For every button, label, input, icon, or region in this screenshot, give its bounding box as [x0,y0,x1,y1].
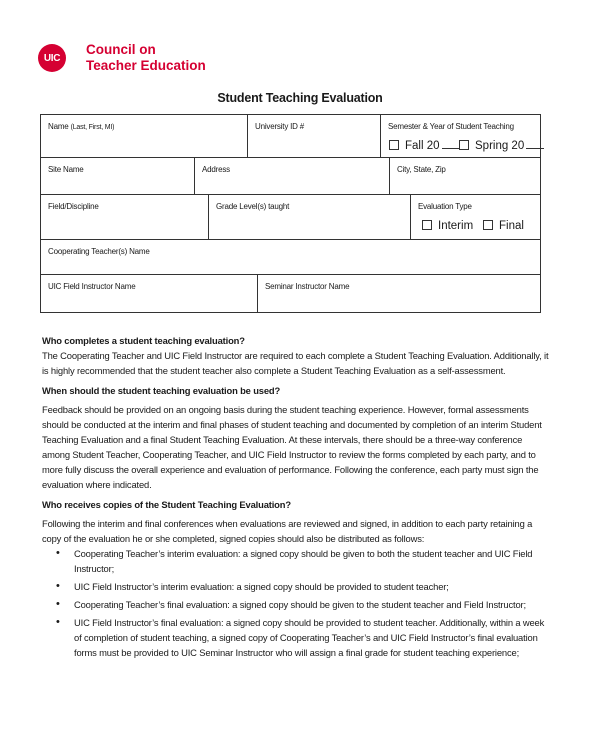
paragraph-line: evaluation where indicated. [42,479,152,490]
list-item-line: Instructor; [74,563,115,574]
address-label: Address [202,165,230,174]
form-row-5 [41,275,540,312]
form-row-3 [41,195,540,240]
instructions [42,333,566,660]
list-item [42,615,566,660]
form-row-4 [41,240,540,275]
fall-year-blank[interactable] [442,147,460,149]
list-item-line: • Cooperating Teacher’s interim evaluation: a signed copy should be given to both the student teacher and UIC Field [74,548,533,559]
field-discipline-label: Field/Discipline [48,202,99,211]
paragraph-line: Feedback should be provided on an ongoing basis during the student teaching experience. However, formal assessments [42,404,529,415]
evaluation-form [40,114,541,313]
paragraph-line: Teaching Evaluation and a final Student Teaching Evaluation. At these intervals, there should be a three-way conference [42,434,523,445]
seminar-instructor-label: Seminar Instructor Name [265,282,350,291]
paragraph-line: The Cooperating Teacher and UIC Field Instructor are required to each complete a Student Teaching Evaluation. Additionally, it [42,350,549,361]
name-label: Name [48,122,69,131]
spring-checkbox[interactable] [459,140,469,150]
field-instructor-field[interactable] [41,275,258,312]
fall-option-label: Fall 20 [405,140,440,152]
paragraph-line: copy of the evaluation he or she completed, signed copies should also be distributed as follows: [42,533,425,544]
name-label-wrap [48,122,114,131]
list-item-line: • Cooperating Teacher’s final evaluation: a signed copy should be given to the student teacher and Field Instructor; [74,599,526,610]
form-row-2 [41,158,540,195]
list-item-line: of completion of student teaching, a signed copy of Cooperating Teacher’s and UIC Field Instructor’s final evaluation [74,632,538,643]
city-state-zip-label: City, State, Zip [397,165,446,174]
grade-level-field[interactable] [209,195,411,239]
interim-option[interactable] [422,220,473,232]
paragraph-line: more fully discuss the overall experience and evaluation of performance. Following the conference, each party must sign the [42,464,539,475]
paragraph-line: should be conducted at the interim and final phases of student teaching and documented by completion of an interim Student [42,419,542,430]
paragraph-line: among Student Teacher, Cooperating Teacher, and UIC Field Instructor to review the forms completed by each party, and to [42,449,536,460]
uic-logo: UIC [38,44,66,72]
list-item-line: forms must be provided to UIC Seminar Instructor who will assign a final grade for student teaching experience; [74,647,520,658]
university-id-label: University ID # [255,122,305,131]
final-checkbox[interactable] [483,220,493,230]
paragraph-line: Following the interim and final conferences when evaluations are reviewed and signed, in addition to each party retaining a [42,518,533,529]
name-field[interactable] [41,115,248,157]
spring-option[interactable] [459,140,544,152]
org-name-line2: Teacher Education [86,58,206,73]
field-instructor-label: UIC Field Instructor Name [48,282,136,291]
interim-option-label: Interim [438,220,474,232]
semester-field [381,115,540,157]
cooperating-teacher-label: Cooperating Teacher(s) Name [48,247,150,256]
fall-checkbox[interactable] [389,140,399,150]
section-heading-who-completes: Who completes a student teaching evaluation? [42,335,245,346]
semester-label: Semester & Year of Student Teaching [388,122,514,131]
org-name [86,42,286,74]
city-state-zip-field[interactable] [390,158,540,194]
distribution-list [42,546,566,660]
list-item-line: • UIC Field Instructor’s final evaluation: a signed copy should be provided to student teacher. Additionally, within a week [74,617,545,628]
section-heading-who-receives: Who receives copies of the Student Teaching Evaluation? [42,499,291,510]
field-discipline-field[interactable] [41,195,209,239]
org-name-line1: Council on [86,42,156,57]
section-heading-when-used: When should the student teaching evaluation be used? [42,385,281,396]
final-option-label: Final [499,220,524,232]
evaluation-type-field [411,195,540,239]
list-item [42,546,566,576]
spring-option-label: Spring 20 [475,140,525,152]
evaluation-type-label: Evaluation Type [418,202,472,211]
list-item [42,579,566,594]
cooperating-teacher-field[interactable] [41,240,540,274]
site-name-field[interactable] [41,158,195,194]
university-id-field[interactable] [248,115,381,157]
site-name-label: Site Name [48,165,84,174]
form-row-1 [41,115,540,158]
name-hint: (Last, First, MI) [70,124,115,131]
address-field[interactable] [195,158,390,194]
list-item [42,597,566,612]
interim-checkbox[interactable] [422,220,432,230]
spring-year-blank[interactable] [526,147,544,149]
seminar-instructor-field[interactable] [258,275,540,312]
paragraph-line: is highly recommended that the student teacher also complete a Student Teaching Evaluation as a self-assessment. [42,365,506,376]
list-item-line: • UIC Field Instructor’s interim evaluation: a signed copy should be provided to student teacher; [74,581,449,592]
fall-option[interactable] [389,140,460,152]
grade-level-label: Grade Level(s) taught [216,202,290,211]
final-option[interactable] [483,220,524,232]
document-title: Student Teaching Evaluation [217,91,383,105]
